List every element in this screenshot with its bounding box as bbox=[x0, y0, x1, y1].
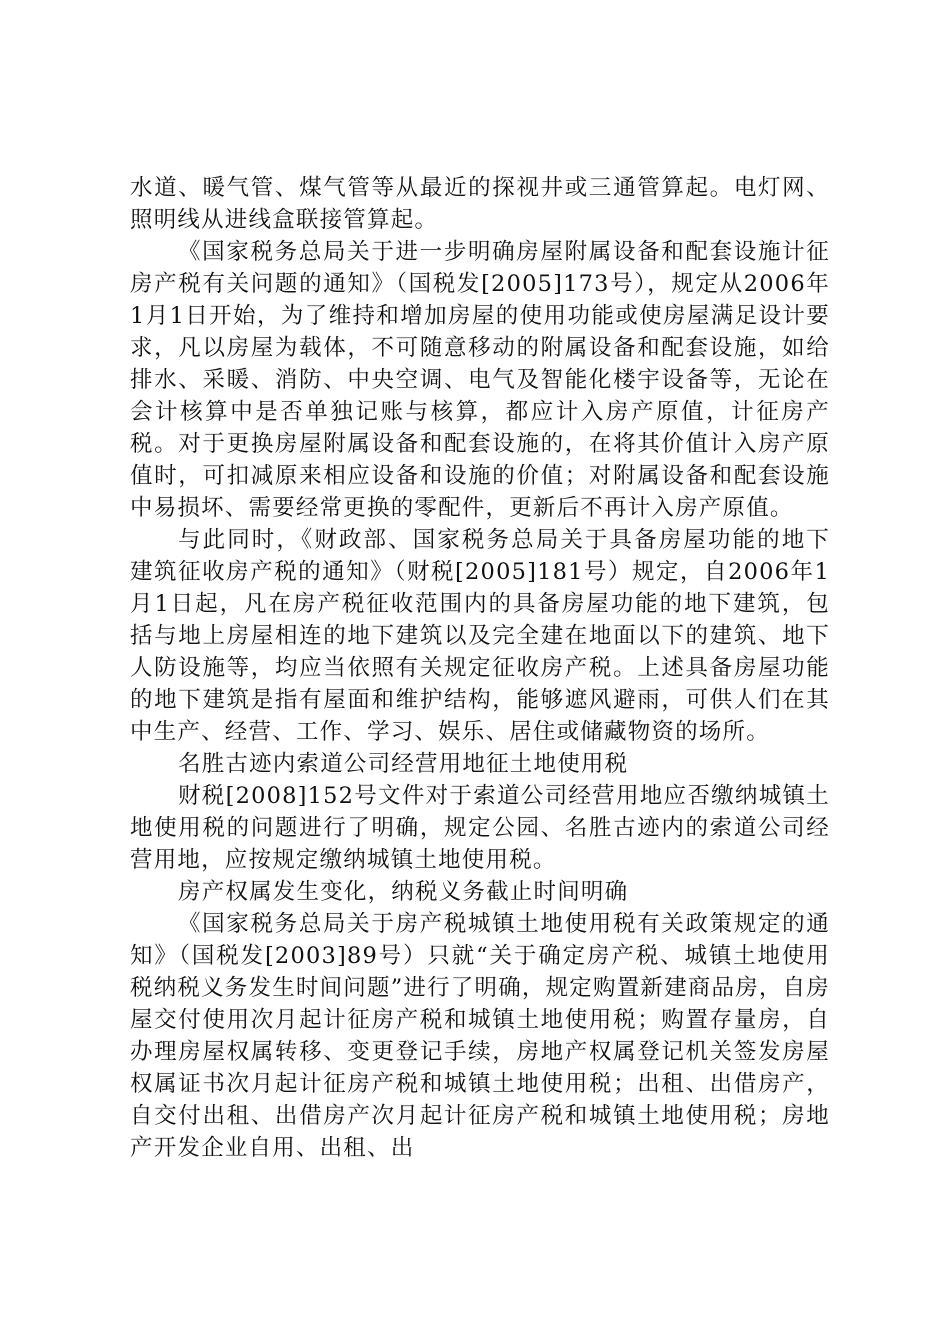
paragraph-4: 财税[2008]152号文件对于索道公司经营用地应否缴纳城镇土地使用税的问题进行了明确，规定公园、名胜古迹内的索道公司经营用地，应按规定缴纳城镇土地使用税。 bbox=[130, 783, 830, 873]
document-body bbox=[130, 172, 830, 1164]
paragraph-3: 与此同时，《财政部、国家税务总局关于具备房屋功能的地下建筑征收房产税的通知》（财税[2005]181号）规定，自2006年1月1日起，凡在房产税征收范围内的具备房屋功能的地下建筑，包括与地上房屋相连的地下建筑以及完全建在地面以下的建筑、地下人防设施等，均应当依照有关规定征收房产税。上述具备房屋功能的地下建筑是指有屋面和维护结构，能够遮风避雨，可供人们在其中生产、经营、工作、学习、娱乐、居住或储藏物资的场所。 bbox=[130, 527, 830, 745]
section-heading-ropeway: 名胜古迹内索道公司经营用地征土地使用税 bbox=[178, 751, 629, 777]
section-heading-ownership-change: 房产权属发生变化，纳税义务截止时间明确 bbox=[178, 879, 629, 905]
paragraph-2: 《国家税务总局关于进一步明确房屋附属设备和配套设施计征房产税有关问题的通知》（国税发[2005]173号），规定从2006年1月1日开始，为了维持和增加房屋的使用功能或使房屋满足设计要求，凡以房屋为载体，不可随意移动的附属设备和配套设施，如给排水、采暖、消防、中央空调、电气及智能化楼宇设备等，无论在会计核算中是否单独记账与核算，都应计入房产原值，计征房产税。对于更换房屋附属设备和配套设施的，在将其价值计入房产原值时，可扣减原来相应设备和设施的价值；对附属设备和配套设施中易损坏、需要经常更换的零配件，更新后不再计入房产原值。 bbox=[130, 239, 830, 521]
paragraph-5: 《国家税务总局关于房产税城镇土地使用税有关政策规定的通知》（国税发[2003]89号）只就“关于确定房产税、城镇土地使用税纳税义务发生时间问题”进行了明确，规定购置新建商品房，自房屋交付使用次月起计征房产税和城镇土地使用税；购置存量房，自办理房屋权属转移、变更登记手续，房地产权属登记机关签发房屋权属证书次月起计征房产税和城镇土地使用税；出租、出借房产，自交付出租、出借房产次月起计征房产税和城镇土地使用税；房地产开发企业自用、出租、出 bbox=[130, 911, 831, 1161]
paragraph-1: 水道、暖气管、煤气管等从最近的探视井或三通管算起。电灯网、照明线从进线盒联接管算起。 bbox=[130, 175, 830, 233]
